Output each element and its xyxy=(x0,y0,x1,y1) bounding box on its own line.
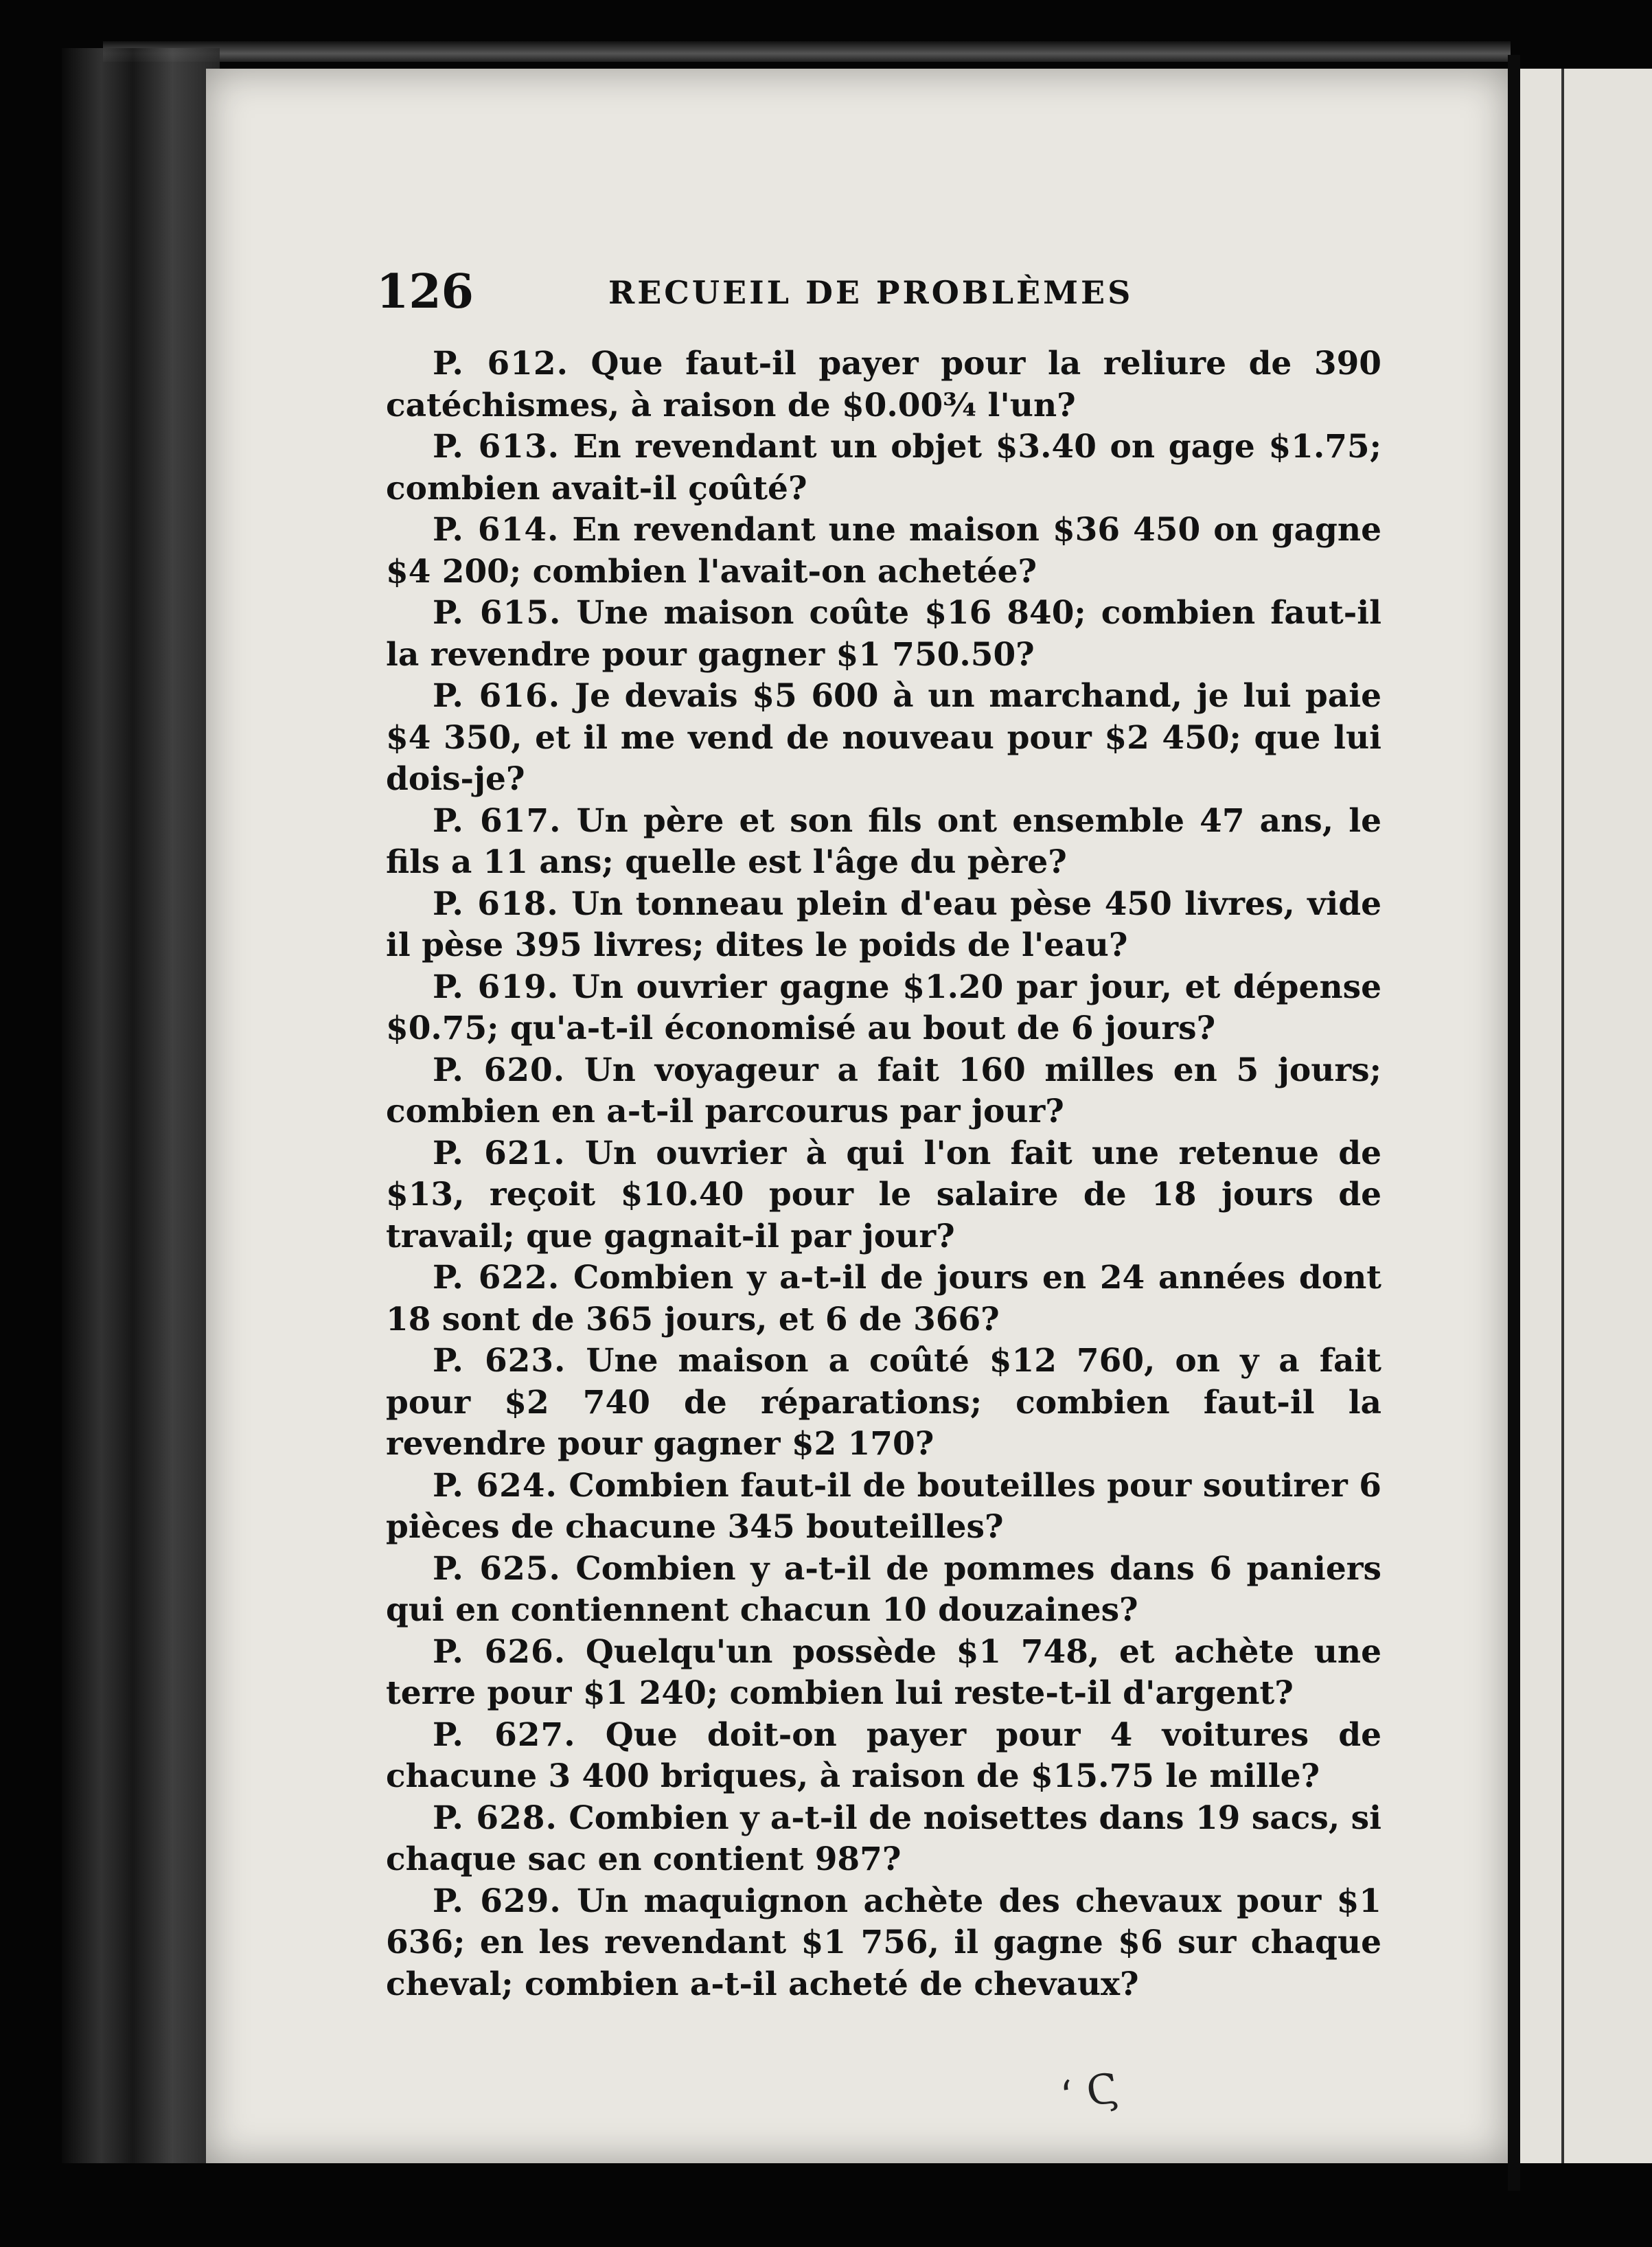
problem-item xyxy=(386,510,1381,593)
problem-item xyxy=(386,967,1381,1050)
problem-label: P. 614. xyxy=(433,511,560,549)
page-number: 126 xyxy=(376,264,474,319)
problem-text: Quelqu'un possède $1 748, et achète une terre pour $1 240; combien lui reste-t-il d'argent? xyxy=(386,1632,1381,1712)
problem-text: Un maquignon achète des chevaux pour $1 636; en les revendant $1 756, il gagne $6 sur chaque cheval; combien a-t-il acheté de chevaux? xyxy=(386,1882,1381,2003)
problem-text: En revendant une maison $36 450 on gagne $4 200; combien l'avait-on achetée? xyxy=(386,511,1381,591)
problem-item xyxy=(386,1341,1381,1465)
problem-item xyxy=(386,801,1381,884)
book-gutter xyxy=(1508,55,1520,2191)
problem-label: P. 616. xyxy=(433,677,561,715)
problem-label: P. 623. xyxy=(433,1342,566,1380)
problem-label: P. 615. xyxy=(433,594,562,632)
problem-label: P. 621. xyxy=(433,1134,566,1172)
problem-label: P. 625. xyxy=(433,1549,561,1588)
problem-list xyxy=(386,343,1381,2005)
problem-text: Un père et son fils ont ensemble 47 ans, le fils a 11 ans; quelle est l'âge du père? xyxy=(386,801,1381,881)
problem-text: Un ouvrier gagne $1.20 par jour, et dépense $0.75; qu'a-t-il économisé au bout de 6 jours? xyxy=(386,968,1381,1047)
problem-item xyxy=(386,426,1381,510)
problem-item xyxy=(386,676,1381,801)
problem-item xyxy=(386,1133,1381,1258)
problem-text: Combien y a-t-il de pommes dans 6 paniers qui en contiennent chacun 10 douzaines? xyxy=(386,1549,1381,1629)
problem-text: Un ouvrier à qui l'on fait une retenue de $13, reçoit $10.40 pour le salaire de 18 jours de travail; que gagnait-il par jour? xyxy=(386,1134,1381,1255)
book-top-edge xyxy=(103,41,1511,62)
problem-text: Combien faut-il de bouteilles pour soutirer 6 pièces de chacune 345 bouteilles? xyxy=(386,1466,1381,1546)
problem-text: Que doit-on payer pour 4 voitures de chacune 3 400 briques, à raison de $15.75 le mille? xyxy=(386,1715,1381,1795)
problem-label: P. 622. xyxy=(433,1259,560,1297)
problem-text: Une maison a coûté $12 760, on y a fait pour $2 740 de réparations; combien faut-il la revendre pour gagner $2 170? xyxy=(386,1342,1381,1463)
problem-text: Combien y a-t-il de noisettes dans 19 sacs, si chaque sac en contient 987? xyxy=(386,1799,1381,1878)
problem-item xyxy=(386,343,1381,426)
page-header xyxy=(376,264,1406,326)
problem-item xyxy=(386,1715,1381,1798)
problem-item xyxy=(386,593,1381,676)
problem-label: P. 627. xyxy=(433,1715,576,1754)
problem-label: P. 613. xyxy=(433,428,560,466)
problem-text: En revendant un objet $3.40 on gage $1.75; combien avait-il çoûté? xyxy=(386,428,1381,507)
ink-smudge: ‘ Ϛ xyxy=(1057,2064,1123,2121)
problem-text: Un voyageur a fait 160 milles en 5 jours; combien en a-t-il parcourus par jour? xyxy=(386,1051,1381,1130)
problem-label: P. 618. xyxy=(433,885,559,923)
problem-item xyxy=(386,884,1381,967)
problem-text: Je devais $5 600 à un marchand, je lui paie $4 350, et il me vend de nouveau pour $2 450; que lui dois-je? xyxy=(386,677,1381,798)
problem-text: Un tonneau plein d'eau pèse 450 livres, vide il pèse 395 livres; dites le poids de l'eau? xyxy=(386,885,1381,964)
problem-item xyxy=(386,1257,1381,1341)
problem-label: P. 617. xyxy=(433,801,562,840)
adjacent-page-edge xyxy=(1520,69,1652,2163)
problem-item xyxy=(386,1798,1381,1881)
problem-item xyxy=(386,1632,1381,1715)
problem-item xyxy=(386,1881,1381,2006)
problem-item xyxy=(386,1465,1381,1549)
problem-label: P. 624. xyxy=(433,1466,558,1505)
problem-label: P. 612. xyxy=(433,345,569,383)
problem-item xyxy=(386,1549,1381,1632)
problem-item xyxy=(386,1050,1381,1133)
problem-label: P. 619. xyxy=(433,968,560,1006)
problem-text: Combien y a-t-il de jours en 24 années dont 18 sont de 365 jours, et 6 de 366? xyxy=(386,1259,1381,1338)
problem-label: P. 629. xyxy=(433,1882,562,1920)
problem-text: Une maison coûte $16 840; combien faut-il la revendre pour gagner $1 750.50? xyxy=(386,594,1381,674)
running-title: RECUEIL DE PROBLÈMES xyxy=(608,274,1134,311)
problem-text: Que faut-il payer pour la reliure de 390 catéchismes, à raison de $0.00¾ l'un? xyxy=(386,345,1381,424)
problem-label: P. 620. xyxy=(433,1051,566,1089)
problem-label: P. 628. xyxy=(433,1799,558,1837)
book-left-edge xyxy=(62,48,220,2163)
problem-label: P. 626. xyxy=(433,1632,566,1671)
